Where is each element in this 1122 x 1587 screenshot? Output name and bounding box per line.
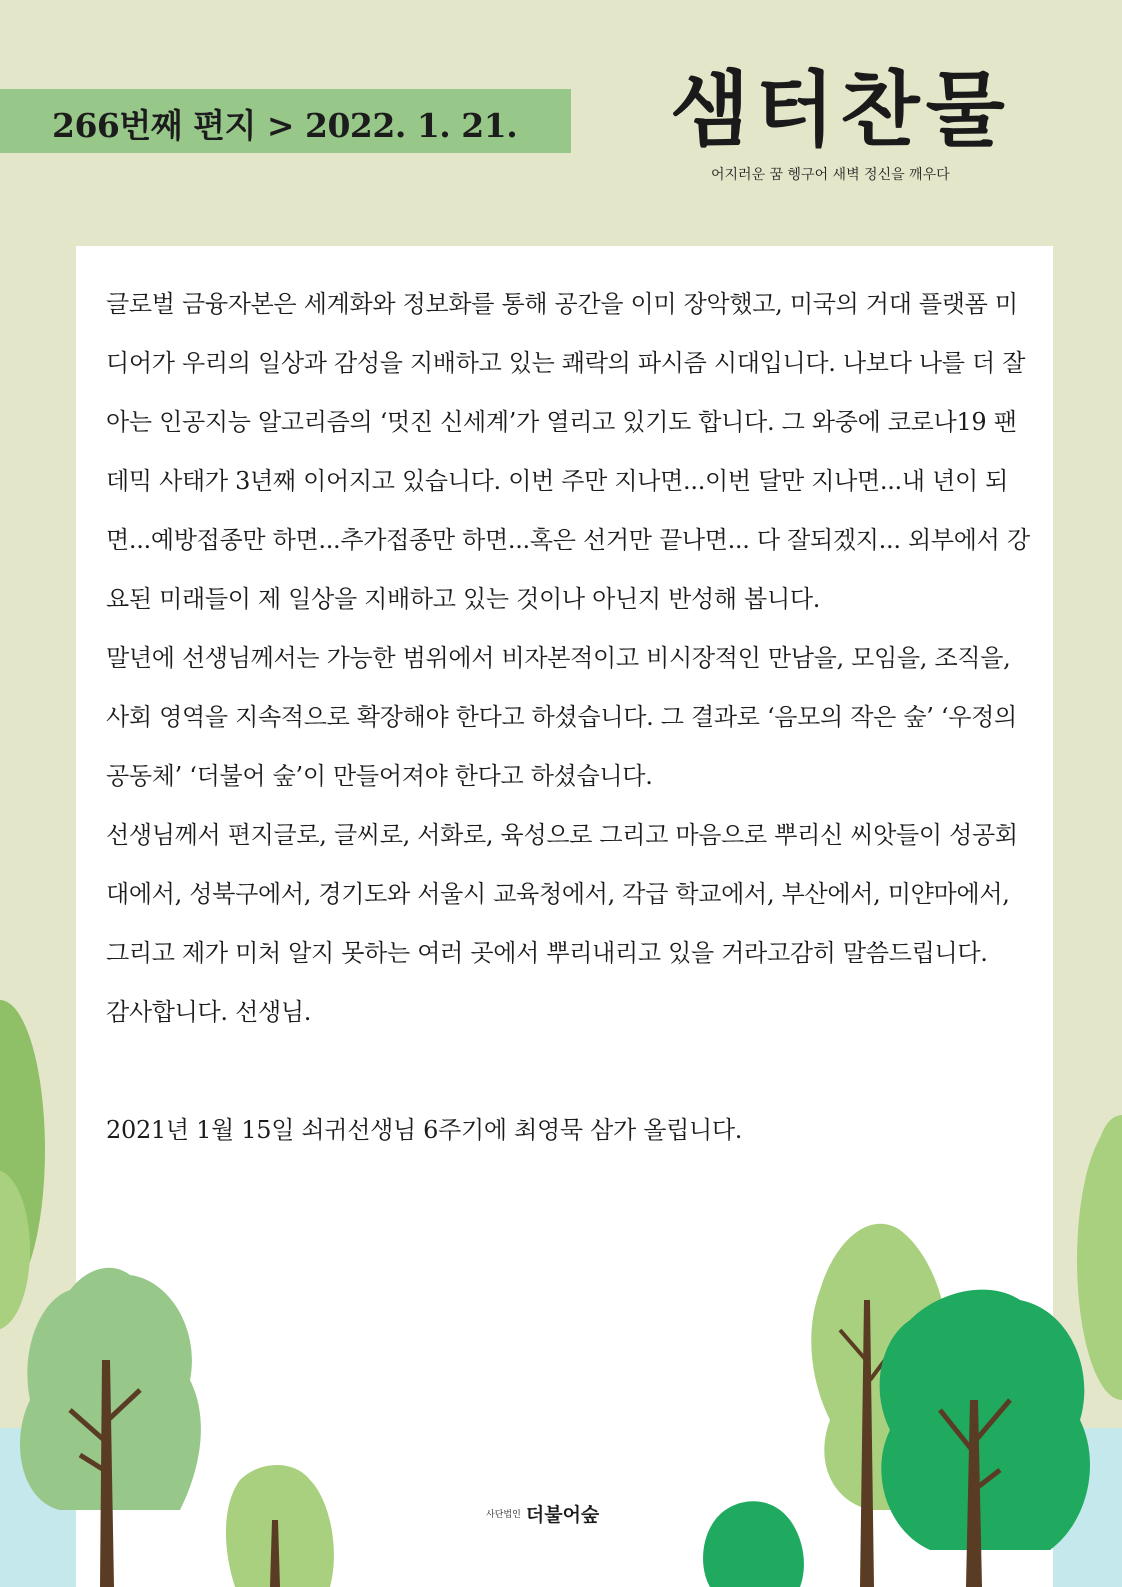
tagline: 어지러운 꿈 헹구어 새벽 정신을 깨우다 <box>711 167 950 183</box>
letter-number-date: 266번째 편지 > 2022. 1. 21. <box>52 106 518 145</box>
footer-org-prefix: 사단법인 <box>486 1510 521 1520</box>
letter-body <box>106 275 1031 1160</box>
tree-left <box>20 1268 201 1587</box>
footer-org-name: 더불어숲 <box>525 1504 600 1526</box>
paragraph-1: 글로벌 금융자본은 세계화와 정보화를 통해 공간을 이미 장악했고, 미국의 거대 플랫폼 미디어가 우리의 일상과 감성을 지배하고 있는 쾌락의 파시즘 시대입니다. 나보다 나를 더 잘 아는 인공지능 알고리즘의 ‘멋진 신세계’가 열리고 있기도 합니다. 그 와중에 코로나19 팬데믹 사태가 3년째 이어지고 있습니다. 이번 주만 지나면...이번 달만 지나면...내 년이 되면...예방접종만 하면...추가접종만 하면...혹은 선거만 끝나면... 다 잘되겠지... 외부에서 강요된 미래들이 제 일상을 지배하고 있는 것이나 아닌지 반성해 봅니다. <box>106 290 1030 613</box>
logo-text: 샘터찬물 <box>670 62 1011 158</box>
tree-right-edge <box>1077 1115 1122 1400</box>
paragraph-2: 말년에 선생님께서는 가능한 범위에서 비자본적이고 비시장적인 만남을, 모임을, 조직을, 사회 영역을 지속적으로 확장해야 한다고 하셨습니다. 그 결과로 ‘음모의 작은 숲’ ‘우정의 공동체’ ‘더불어 숲’이 만들어져야 한다고 하셨습니다. <box>106 644 1017 790</box>
paragraph-4: 감사합니다. 선생님. <box>106 998 312 1026</box>
footer-org-logo <box>486 1500 636 1536</box>
signature-line: 2021년 1월 15일 쇠귀선생님 6주기에 최영묵 삼가 올립니다. <box>106 1116 743 1144</box>
paragraph-3: 선생님께서 편지글로, 글씨로, 서화로, 육성으로 그리고 마음으로 뿌리신 씨앗들이 성공회대에서, 성북구에서, 경기도와 서울시 교육청에서, 각급 학교에서, 부산에서, 미얀마에서, 그리고 제가 미처 알지 못하는 여러 곳에서 뿌리내리고 있을 거라고감히 말씀드립니다. <box>106 821 1018 967</box>
tree-right-dark <box>880 1290 1090 1587</box>
tree-small-center <box>226 1465 334 1587</box>
tree-bottom-small <box>703 1501 804 1587</box>
